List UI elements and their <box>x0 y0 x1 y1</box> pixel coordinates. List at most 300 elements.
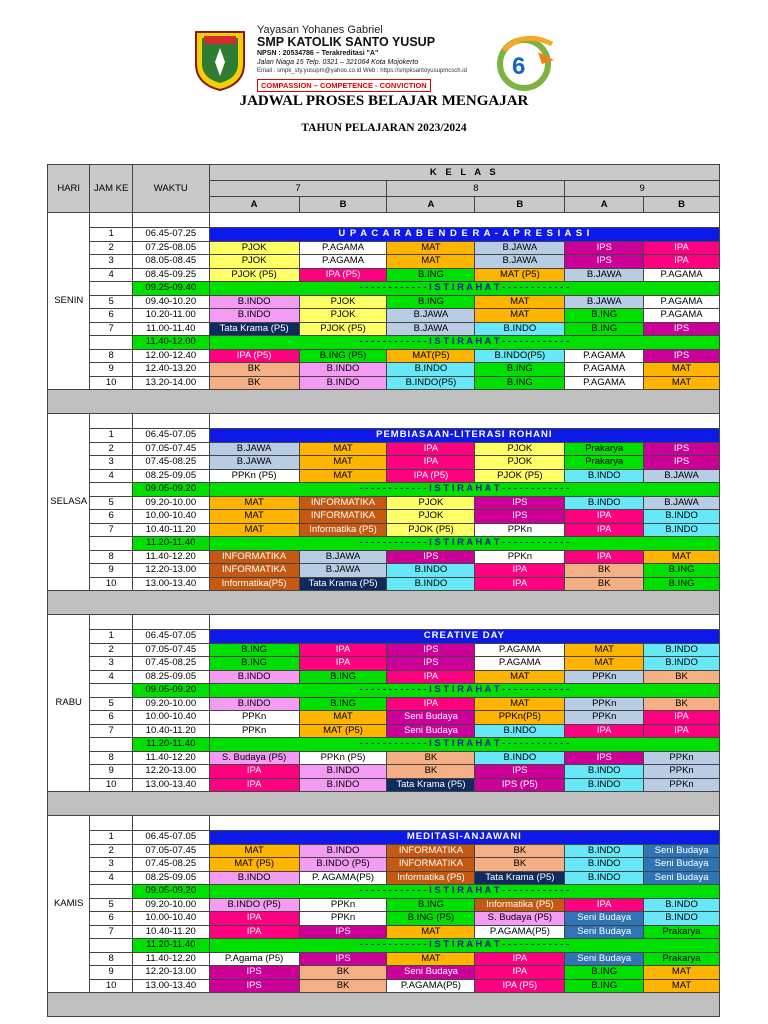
subject-cell: B.INDO <box>565 871 644 885</box>
subject-cell: B.INDO <box>644 523 720 537</box>
subject-cell: IPA <box>299 643 387 657</box>
schedule-row <box>48 282 720 296</box>
subject-cell: PPKn <box>299 912 387 926</box>
subject-cell: P.AGAMA <box>644 309 720 323</box>
subject-cell: PPKn <box>644 751 720 765</box>
jam-cell: 2 <box>90 643 132 657</box>
subject-cell: B.INDO <box>299 376 387 390</box>
subject-cell: MAT <box>299 442 387 456</box>
subject-cell: IPA <box>387 442 475 456</box>
subject-cell: Seni Budaya <box>387 966 475 980</box>
subject-cell: IPA <box>209 912 299 926</box>
subject-cell: PPKn <box>644 778 720 792</box>
jam-cell <box>90 684 132 698</box>
subject-cell: IPA <box>644 255 720 269</box>
schedule-row <box>48 255 720 269</box>
schedule-row <box>48 309 720 323</box>
waktu-cell: 07.05-07.45 <box>132 442 209 456</box>
subject-cell: Informatika (P5) <box>387 871 475 885</box>
jam-cell: 3 <box>90 255 132 269</box>
subject-cell: B.INDO <box>565 469 644 483</box>
subject-cell: INFORMATIKA <box>209 564 299 578</box>
gap-cell <box>90 414 132 429</box>
separator-bar <box>48 993 720 1017</box>
gap-cell <box>90 816 132 831</box>
day-gap-row <box>48 414 720 429</box>
document-header <box>0 0 768 140</box>
schedule-row <box>48 483 720 497</box>
jam-cell <box>90 738 132 752</box>
waktu-cell: 11.00-11.40 <box>132 322 209 336</box>
grade-header: 9 <box>565 181 720 197</box>
subject-cell: IPS <box>387 550 475 564</box>
subject-cell: MAT <box>299 469 387 483</box>
subject-cell: MAT <box>565 643 644 657</box>
subject-cell: IPS <box>299 952 387 966</box>
subject-cell: B.INDO <box>387 564 475 578</box>
subject-cell: Seni Budaya <box>644 844 720 858</box>
subject-cell: Seni Budaya <box>387 724 475 738</box>
subject-cell: B.JAWA <box>475 241 565 255</box>
schedule-row <box>48 939 720 953</box>
jam-cell: 7 <box>90 724 132 738</box>
schedule-row <box>48 952 720 966</box>
subject-cell: PJOK (P5) <box>209 268 299 282</box>
break-banner: - - - - - - - - - - - - I S T I R A H A T - - - - - - - - - - - - <box>209 483 719 497</box>
subject-cell: PPKn <box>565 711 644 725</box>
waktu-cell: 06.45-07.05 <box>132 831 209 845</box>
subject-cell: Informatika (P5) <box>299 523 387 537</box>
schedule-row <box>48 564 720 578</box>
subject-cell: PPKn <box>644 765 720 779</box>
waktu-cell: 09.20-10.00 <box>132 697 209 711</box>
waktu-cell: 11.40-12.20 <box>132 952 209 966</box>
jam-cell: 6 <box>90 309 132 323</box>
separator-bar <box>48 591 720 615</box>
subject-cell: IPS <box>565 751 644 765</box>
jam-cell: 8 <box>90 550 132 564</box>
activity-banner: PEMBIASAAN-LITERASI ROHANI <box>209 429 719 443</box>
subject-cell: Tata Krama (P5) <box>387 778 475 792</box>
subject-cell: IPA <box>475 577 565 591</box>
subject-cell: P.AGAMA <box>299 255 387 269</box>
gap-cell <box>90 213 132 228</box>
subject-cell: B.INDO <box>475 751 565 765</box>
gap-cell <box>132 816 209 831</box>
schedule-row <box>48 670 720 684</box>
subject-cell: B.ING <box>565 322 644 336</box>
subject-cell: B.INDO <box>644 898 720 912</box>
subject-cell: BK <box>209 376 299 390</box>
jam-cell: 10 <box>90 577 132 591</box>
school-name: SMP KATOLIK SANTO YUSUP <box>257 35 436 49</box>
gap-cell <box>209 213 719 228</box>
day-separator <box>48 792 720 816</box>
break-banner: - - - - - - - - - - - - I S T I R A H A T - - - - - - - - - - - - <box>209 537 719 551</box>
waktu-cell: 11.40-12.00 <box>132 336 209 350</box>
subject-cell: B.INDO <box>644 510 720 524</box>
jam-cell: 9 <box>90 363 132 377</box>
gap-cell <box>90 615 132 630</box>
jam-cell: 2 <box>90 442 132 456</box>
subject-cell: IPA <box>565 510 644 524</box>
subject-cell: B.INDO <box>565 844 644 858</box>
subject-cell: P.AGAMA <box>565 363 644 377</box>
subject-cell: B.ING (P5) <box>387 912 475 926</box>
section-header: B <box>299 197 387 213</box>
subject-cell: B.INDO <box>209 670 299 684</box>
jam-cell <box>90 885 132 899</box>
subject-cell: IPA <box>644 711 720 725</box>
subject-cell: IPA <box>565 898 644 912</box>
subject-cell: PPKn (P5) <box>299 751 387 765</box>
school-motto: COMPASSION – COMPETENCE - CONVICTION <box>257 79 431 92</box>
subject-cell: Seni Budaya <box>644 858 720 872</box>
subject-cell: B.INDO <box>299 844 387 858</box>
waktu-cell: 07.25-08.05 <box>132 241 209 255</box>
jam-cell: 1 <box>90 228 132 242</box>
jam-cell: 4 <box>90 670 132 684</box>
subject-cell: MAT <box>475 670 565 684</box>
subject-cell: IPS <box>644 349 720 363</box>
subject-cell: B.INDO (P5) <box>299 858 387 872</box>
subject-cell: B.INDO <box>299 363 387 377</box>
schedule-table <box>47 164 720 1017</box>
subject-cell: P.AGAMA <box>475 643 565 657</box>
jam-cell: 8 <box>90 751 132 765</box>
schedule-row <box>48 336 720 350</box>
subject-cell: MAT <box>387 925 475 939</box>
waktu-cell: 11.20-11.40 <box>132 738 209 752</box>
subject-cell: IPS <box>209 966 299 980</box>
subject-cell: B.ING (P5) <box>299 349 387 363</box>
jam-cell <box>90 483 132 497</box>
subject-cell: INFORMATIKA <box>209 550 299 564</box>
schedule-row <box>48 738 720 752</box>
subject-cell: PJOK <box>475 456 565 470</box>
activity-banner: CREATIVE DAY <box>209 630 719 644</box>
subject-cell: Prakarya <box>565 456 644 470</box>
subject-cell: BK <box>299 979 387 993</box>
subject-cell: S. Budaya (P5) <box>475 912 565 926</box>
subject-cell: IPS <box>475 765 565 779</box>
col-jam-header: JAM KE <box>90 165 132 213</box>
jam-cell: 4 <box>90 871 132 885</box>
day-gap-row <box>48 816 720 831</box>
subject-cell: Seni Budaya <box>565 952 644 966</box>
subject-cell: B.JAWA <box>644 469 720 483</box>
subject-cell: IPA <box>475 966 565 980</box>
schedule-row <box>48 630 720 644</box>
subject-cell: BK <box>387 765 475 779</box>
subject-cell: B.JAWA <box>209 442 299 456</box>
subject-cell: B.INDO <box>565 765 644 779</box>
subject-cell: B.INDO(P5) <box>387 376 475 390</box>
subject-cell: B.ING <box>565 309 644 323</box>
subject-cell: B.INDO <box>209 871 299 885</box>
subject-cell: IPS <box>209 979 299 993</box>
jam-cell: 4 <box>90 469 132 483</box>
svg-text:6: 6 <box>512 53 526 80</box>
schedule-row <box>48 537 720 551</box>
subject-cell: IPA <box>565 550 644 564</box>
schedule-row <box>48 831 720 845</box>
subject-cell: MAT <box>299 456 387 470</box>
subject-cell: BK <box>475 858 565 872</box>
break-banner: - - - - - - - - - - - - I S T I R A H A T - - - - - - - - - - - - <box>209 885 719 899</box>
address-text: Jalan Niaga 15 Telp. 0321 – 321064 Kota Mojokerto <box>257 59 419 66</box>
subject-cell: MAT <box>644 966 720 980</box>
waktu-cell: 08.45-09.25 <box>132 268 209 282</box>
waktu-cell: 09.40-10.20 <box>132 295 209 309</box>
subject-cell: IPA <box>209 778 299 792</box>
subject-cell: MAT <box>209 496 299 510</box>
subject-cell: PJOK <box>387 510 475 524</box>
subject-cell: Prakarya <box>644 925 720 939</box>
schedule-row <box>48 898 720 912</box>
waktu-cell: 11.40-12.20 <box>132 751 209 765</box>
subject-cell: B.INDO <box>209 309 299 323</box>
subject-cell: B.ING <box>387 898 475 912</box>
waktu-cell: 09.05-09.20 <box>132 684 209 698</box>
subject-cell: BK <box>644 670 720 684</box>
schedule-row <box>48 844 720 858</box>
school-crest-logo <box>192 28 248 92</box>
jam-cell: 4 <box>90 268 132 282</box>
jam-cell: 3 <box>90 858 132 872</box>
subject-cell: IPA <box>644 724 720 738</box>
schedule-row <box>48 510 720 524</box>
subject-cell: Tata Krama (P5) <box>475 871 565 885</box>
schedule-row <box>48 765 720 779</box>
waktu-cell: 07.45-08.25 <box>132 657 209 671</box>
break-banner: - - - - - - - - - - - - I S T I R A H A T - - - - - - - - - - - - <box>209 939 719 953</box>
subject-cell: IPS <box>644 322 720 336</box>
waktu-cell: 08.25-09.05 <box>132 670 209 684</box>
subject-cell: PJOK <box>209 255 299 269</box>
separator-bar <box>48 792 720 816</box>
jam-cell: 1 <box>90 630 132 644</box>
subject-cell: PPKn <box>565 670 644 684</box>
subject-cell: MAT (P5) <box>299 724 387 738</box>
schedule-row <box>48 871 720 885</box>
schedule-row <box>48 979 720 993</box>
subject-cell: B.INDO <box>475 724 565 738</box>
subject-cell: MAT <box>209 510 299 524</box>
waktu-cell: 13.20-14.00 <box>132 376 209 390</box>
waktu-cell: 07.05-07.45 <box>132 643 209 657</box>
subject-cell: PPKn <box>209 724 299 738</box>
waktu-cell: 10.20-11.00 <box>132 309 209 323</box>
waktu-cell: 07.45-08.25 <box>132 858 209 872</box>
subject-cell: B.ING <box>565 979 644 993</box>
gap-cell <box>209 816 719 831</box>
schedule-row <box>48 228 720 242</box>
day-name-cell: SELASA <box>48 414 90 591</box>
day-name-cell: RABU <box>48 615 90 792</box>
subject-cell: B.INDO <box>209 697 299 711</box>
waktu-cell: 06.45-07.05 <box>132 630 209 644</box>
subject-cell: B.ING <box>299 697 387 711</box>
subject-cell: MAT <box>209 523 299 537</box>
waktu-cell: 11.20-11.40 <box>132 537 209 551</box>
subject-cell: MAT <box>475 697 565 711</box>
subject-cell: IPA <box>565 523 644 537</box>
foundation-name: Yayasan Yohanes Gabriel <box>257 24 383 36</box>
schedule-row <box>48 268 720 282</box>
schedule-row <box>48 858 720 872</box>
col-waktu-header: WAKTU <box>132 165 209 213</box>
subject-cell: INFORMATIKA <box>299 496 387 510</box>
schedule-row <box>48 724 720 738</box>
subject-cell: P.AGAMA <box>299 241 387 255</box>
subject-cell: B.ING <box>209 657 299 671</box>
subject-cell: PJOK <box>475 442 565 456</box>
activity-banner: MEDITASI-ANJAWANI <box>209 831 719 845</box>
subject-cell: MAT <box>475 309 565 323</box>
subject-cell: PPKn <box>475 523 565 537</box>
subject-cell: MAT <box>644 979 720 993</box>
subject-cell: PPKn <box>209 711 299 725</box>
schedule-row <box>48 684 720 698</box>
npsn-text: NPSN : 20534786 – Terakreditasi "A" <box>257 50 379 57</box>
subject-cell: BK <box>299 966 387 980</box>
subject-cell: B.JAWA <box>299 550 387 564</box>
jam-cell: 5 <box>90 697 132 711</box>
col-hari-header: HARI <box>48 165 90 213</box>
subject-cell: B.JAWA <box>299 564 387 578</box>
jam-cell: 10 <box>90 778 132 792</box>
subject-cell: PJOK <box>387 496 475 510</box>
waktu-cell: 07.45-08.25 <box>132 456 209 470</box>
subject-cell: IPA (P5) <box>387 469 475 483</box>
subject-cell: MAT <box>387 255 475 269</box>
subject-cell: IPS <box>475 496 565 510</box>
waktu-cell: 12.20-13.00 <box>132 564 209 578</box>
waktu-cell: 08.25-09.05 <box>132 871 209 885</box>
subject-cell: PJOK (P5) <box>387 523 475 537</box>
subject-cell: PPKn <box>475 550 565 564</box>
waktu-cell: 12.00-12.40 <box>132 349 209 363</box>
subject-cell: P.AGAMA(P5) <box>475 925 565 939</box>
subject-cell: B.JAWA <box>644 496 720 510</box>
subject-cell: B.INDO <box>209 295 299 309</box>
jam-cell: 6 <box>90 711 132 725</box>
jam-cell: 7 <box>90 523 132 537</box>
day-name-cell: SENIN <box>48 213 90 390</box>
schedule-row <box>48 442 720 456</box>
schedule-row <box>48 523 720 537</box>
section-header: A <box>387 197 475 213</box>
subject-cell: IPS <box>644 442 720 456</box>
subject-cell: BK <box>565 564 644 578</box>
subject-cell: IPA (P5) <box>299 268 387 282</box>
subject-cell: IPA <box>299 657 387 671</box>
subject-cell: Tata Krama (P5) <box>209 322 299 336</box>
waktu-cell: 13.00-13.40 <box>132 778 209 792</box>
gap-cell <box>132 414 209 429</box>
subject-cell: B.ING <box>387 295 475 309</box>
subject-cell: IPA <box>475 564 565 578</box>
schedule-row <box>48 912 720 926</box>
schedule-row <box>48 550 720 564</box>
subject-cell: B.INDO <box>644 643 720 657</box>
jam-cell: 5 <box>90 898 132 912</box>
subject-cell: PPKn (P5) <box>209 469 299 483</box>
document-title: JADWAL PROSES BELAJAR MENGAJAR <box>239 93 529 109</box>
break-banner: - - - - - - - - - - - - I S T I R A H A T - - - - - - - - - - - - <box>209 282 719 296</box>
day-gap-row <box>48 615 720 630</box>
subject-cell: Prakarya <box>644 952 720 966</box>
subject-cell: PJOK <box>209 241 299 255</box>
schedule-row <box>48 966 720 980</box>
jam-cell: 5 <box>90 295 132 309</box>
break-banner: - - - - - - - - - - - - I S T I R A H A T - - - - - - - - - - - - <box>209 684 719 698</box>
jam-cell: 2 <box>90 241 132 255</box>
schedule-row <box>48 885 720 899</box>
waktu-cell: 07.05-07.45 <box>132 844 209 858</box>
subject-cell: IPS <box>387 643 475 657</box>
subject-cell: MAT <box>299 711 387 725</box>
waktu-cell: 13.00-13.40 <box>132 577 209 591</box>
gap-cell <box>209 414 719 429</box>
waktu-cell: 10.00-10.40 <box>132 912 209 926</box>
subject-cell: MAT(P5) <box>387 349 475 363</box>
subject-cell: P.AGAMA <box>475 657 565 671</box>
schedule-row <box>48 469 720 483</box>
schedule-row <box>48 643 720 657</box>
subject-cell: IPA <box>209 925 299 939</box>
schedule-row <box>48 711 720 725</box>
subject-cell: B.JAWA <box>387 309 475 323</box>
subject-cell: PJOK (P5) <box>475 469 565 483</box>
grade-header: 7 <box>209 181 387 197</box>
subject-cell: B.ING <box>565 966 644 980</box>
subject-cell: IPA <box>565 724 644 738</box>
subject-cell: P.AGAMA <box>565 376 644 390</box>
separator-bar <box>48 390 720 414</box>
subject-cell: PPKn <box>565 697 644 711</box>
subject-cell: PJOK (P5) <box>299 322 387 336</box>
waktu-cell: 08.25-09.05 <box>132 469 209 483</box>
subject-cell: B.ING <box>475 363 565 377</box>
jam-cell: 1 <box>90 429 132 443</box>
subject-cell: B.INDO <box>387 577 475 591</box>
subject-cell: BK <box>475 844 565 858</box>
jam-cell: 5 <box>90 496 132 510</box>
subject-cell: INFORMATIKA <box>299 510 387 524</box>
subject-cell: B.ING <box>387 268 475 282</box>
subject-cell: P.AGAMA <box>644 295 720 309</box>
waktu-cell: 09.05-09.20 <box>132 483 209 497</box>
school-identity <box>257 24 497 92</box>
jam-cell <box>90 336 132 350</box>
subject-cell: PPKn(P5) <box>475 711 565 725</box>
gap-cell <box>209 615 719 630</box>
waktu-cell: 11.20-11.40 <box>132 939 209 953</box>
waktu-cell: 09.25-09.40 <box>132 282 209 296</box>
subject-cell: B.INDO <box>565 858 644 872</box>
day-separator <box>48 993 720 1017</box>
subject-cell: MAT <box>565 657 644 671</box>
subject-cell: B.INDO <box>565 496 644 510</box>
subject-cell: PPKn <box>299 898 387 912</box>
section-header: A <box>565 197 644 213</box>
subject-cell: PJOK <box>299 295 387 309</box>
subject-cell: B.ING <box>644 577 720 591</box>
subject-cell: IPA (P5) <box>475 979 565 993</box>
waktu-cell: 06.45-07.25 <box>132 228 209 242</box>
